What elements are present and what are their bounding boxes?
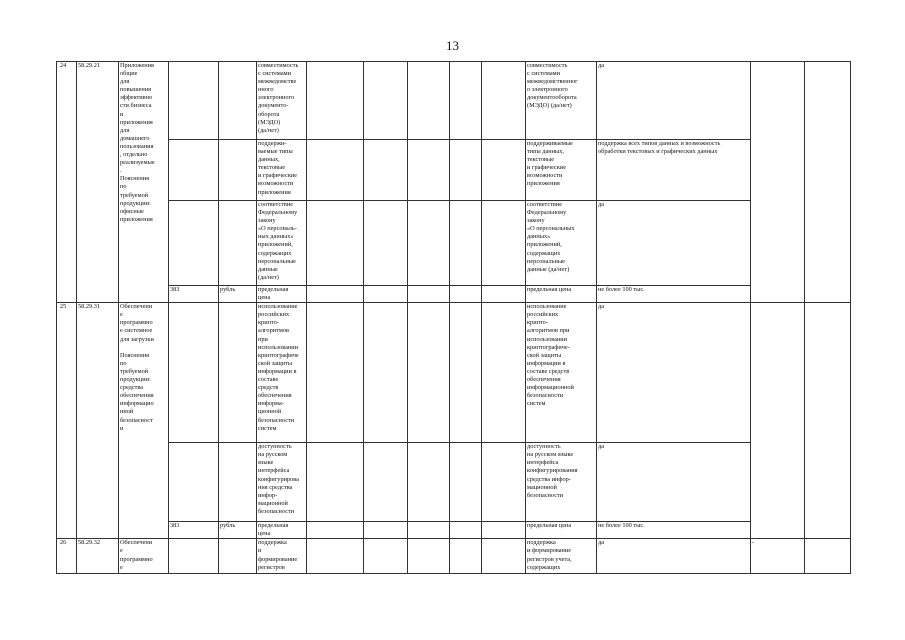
empty-cell — [482, 539, 526, 574]
empty-cell — [482, 140, 526, 201]
value-cell — [307, 140, 364, 201]
unit-code-cell — [169, 140, 219, 201]
empty-cell — [482, 303, 526, 443]
table-row — [57, 522, 851, 539]
characteristic-name-2-cell: поддерживаемые типы данных, текстовые и графические возможности приложения — [526, 140, 597, 201]
characteristic-name-2-cell: предельная цена — [526, 286, 597, 303]
empty-cell — [450, 539, 482, 574]
empty-cell — [364, 539, 408, 574]
empty-cell — [450, 62, 482, 140]
value-cell — [307, 62, 364, 140]
characteristic-name-2-cell: поддержка и формирование регистров учета, содержащих — [526, 539, 597, 574]
characteristic-value-cell: да — [597, 62, 751, 140]
empty-cell — [408, 303, 450, 443]
product-name-cell: Обеспечени е программно е системное для загрузки Пояснения по требуемой продукции: средства обеспечения информацио нной безопасност и — [119, 303, 169, 539]
characteristic-name-cell: поддержи- ваемые типы данных, текстовые и графические возможности приложения — [257, 140, 307, 201]
unit-code-cell — [169, 62, 219, 140]
table-row — [57, 140, 851, 201]
empty-cell — [482, 443, 526, 522]
empty-cell — [364, 201, 408, 286]
empty-cell — [805, 62, 851, 303]
value-cell — [307, 522, 364, 539]
registry-table — [56, 61, 851, 574]
table-row — [57, 286, 851, 303]
empty-cell — [482, 201, 526, 286]
empty-cell — [364, 522, 408, 539]
empty-cell — [450, 286, 482, 303]
okpd2-code-cell: 58.29.31 — [77, 303, 119, 539]
characteristic-value-cell: да — [597, 201, 751, 286]
empty-cell — [450, 443, 482, 522]
empty-cell — [450, 201, 482, 286]
value-cell — [307, 303, 364, 443]
characteristic-name-2-cell: использование российских крипто- алгоритмов при использовании криптографиче- ской защиты информации в составе средств обеспечения информационной безопасности систем — [526, 303, 597, 443]
empty-cell — [482, 62, 526, 140]
characteristic-value-cell: да — [597, 539, 751, 574]
value-cell — [307, 286, 364, 303]
unit-name-cell — [219, 62, 257, 140]
unit-name-cell — [219, 201, 257, 286]
empty-cell — [364, 443, 408, 522]
empty-cell — [408, 140, 450, 201]
unit-name-cell: рубль — [219, 522, 257, 539]
empty-cell — [805, 303, 851, 539]
empty-cell — [450, 140, 482, 201]
empty-cell — [482, 286, 526, 303]
functional-purpose-cell — [751, 62, 805, 303]
characteristic-value-cell: не более 100 тыс. — [597, 522, 751, 539]
empty-cell — [482, 522, 526, 539]
characteristic-name-2-cell: доступность на русском языке интерфейса конфигурирования средства инфор- мационной безопасности — [526, 443, 597, 522]
row-number-cell: 25 — [57, 303, 77, 539]
unit-code-cell — [169, 303, 219, 443]
empty-cell — [364, 286, 408, 303]
unit-code-cell — [169, 201, 219, 286]
unit-name-cell — [219, 443, 257, 522]
empty-cell — [450, 522, 482, 539]
characteristic-name-cell: использование российских крипто- алгоритмов при использовании криптографиче ской защиты информации в составе средств обеспечения информа- ционной безопасности систем — [257, 303, 307, 443]
table-row — [57, 539, 851, 574]
empty-cell — [408, 62, 450, 140]
unit-code-cell — [169, 539, 219, 574]
table-row — [57, 443, 851, 522]
characteristic-value-cell: поддержка всех типов данных и возможность обработки текстовых и графических данных — [597, 140, 751, 201]
unit-code-cell: 383 — [169, 522, 219, 539]
empty-cell — [364, 140, 408, 201]
empty-cell — [805, 539, 851, 574]
table-row — [57, 303, 851, 443]
characteristic-name-cell: доступность на русском языке интерфейса конфигурирова ния средства инфор- мационной безопасности — [257, 443, 307, 522]
unit-code-cell — [169, 443, 219, 522]
table-row — [57, 201, 851, 286]
characteristic-name-cell: предельная цена — [257, 286, 307, 303]
table-row — [57, 62, 851, 140]
empty-cell — [408, 286, 450, 303]
characteristic-value-cell: да — [597, 303, 751, 443]
characteristic-name-cell: поддержка и формирование регистров — [257, 539, 307, 574]
unit-name-cell — [219, 140, 257, 201]
unit-name-cell: рубль — [219, 286, 257, 303]
characteristic-name-2-cell: совместимость с системами межведомственног о электронного документооборота (МЭДО) (да/нет) — [526, 62, 597, 140]
value-cell — [307, 539, 364, 574]
characteristic-value-cell: да — [597, 443, 751, 522]
characteristic-name-2-cell: соответствие Федеральному закону «О персональных данных» приложений, содержащих персональные данные (да/нет) — [526, 201, 597, 286]
row-number-cell: 26 — [57, 539, 77, 574]
empty-cell — [450, 303, 482, 443]
empty-cell — [408, 443, 450, 522]
unit-code-cell: 383 — [169, 286, 219, 303]
okpd2-code-cell: 58.29.21 — [77, 62, 119, 303]
empty-cell — [364, 303, 408, 443]
product-name-cell: Приложения общие для повышения эффективно сти бизнеса и приложения для домашнего пользования , отдельно реализуемые . Пояснения по требуемой продукции: офисные приложения — [119, 62, 169, 303]
empty-cell — [408, 522, 450, 539]
characteristic-name-cell: соответствие Федеральному закону «О персональ- ных данных» приложений, содержащих персональные данные (да/нет) — [257, 201, 307, 286]
unit-name-cell — [219, 539, 257, 574]
empty-cell — [364, 62, 408, 140]
value-cell — [307, 201, 364, 286]
row-number-cell: 24 — [57, 62, 77, 303]
unit-name-cell — [219, 303, 257, 443]
characteristic-name-cell: предельная цена — [257, 522, 307, 539]
characteristic-value-cell: не более 100 тыс. — [597, 286, 751, 303]
functional-purpose-cell: - — [751, 539, 805, 574]
empty-cell — [408, 201, 450, 286]
page-number: 13 — [446, 38, 459, 53]
empty-cell — [408, 539, 450, 574]
product-name-cell: Обеспечени е программно е — [119, 539, 169, 574]
characteristic-name-cell: совместимость с системами межведомстве нного электронного документо- оборота (МЭДО) (да/нет) — [257, 62, 307, 140]
functional-purpose-cell — [751, 303, 805, 539]
value-cell — [307, 443, 364, 522]
okpd2-code-cell: 58.29.32 — [77, 539, 119, 574]
characteristic-name-2-cell: предельная цена — [526, 522, 597, 539]
